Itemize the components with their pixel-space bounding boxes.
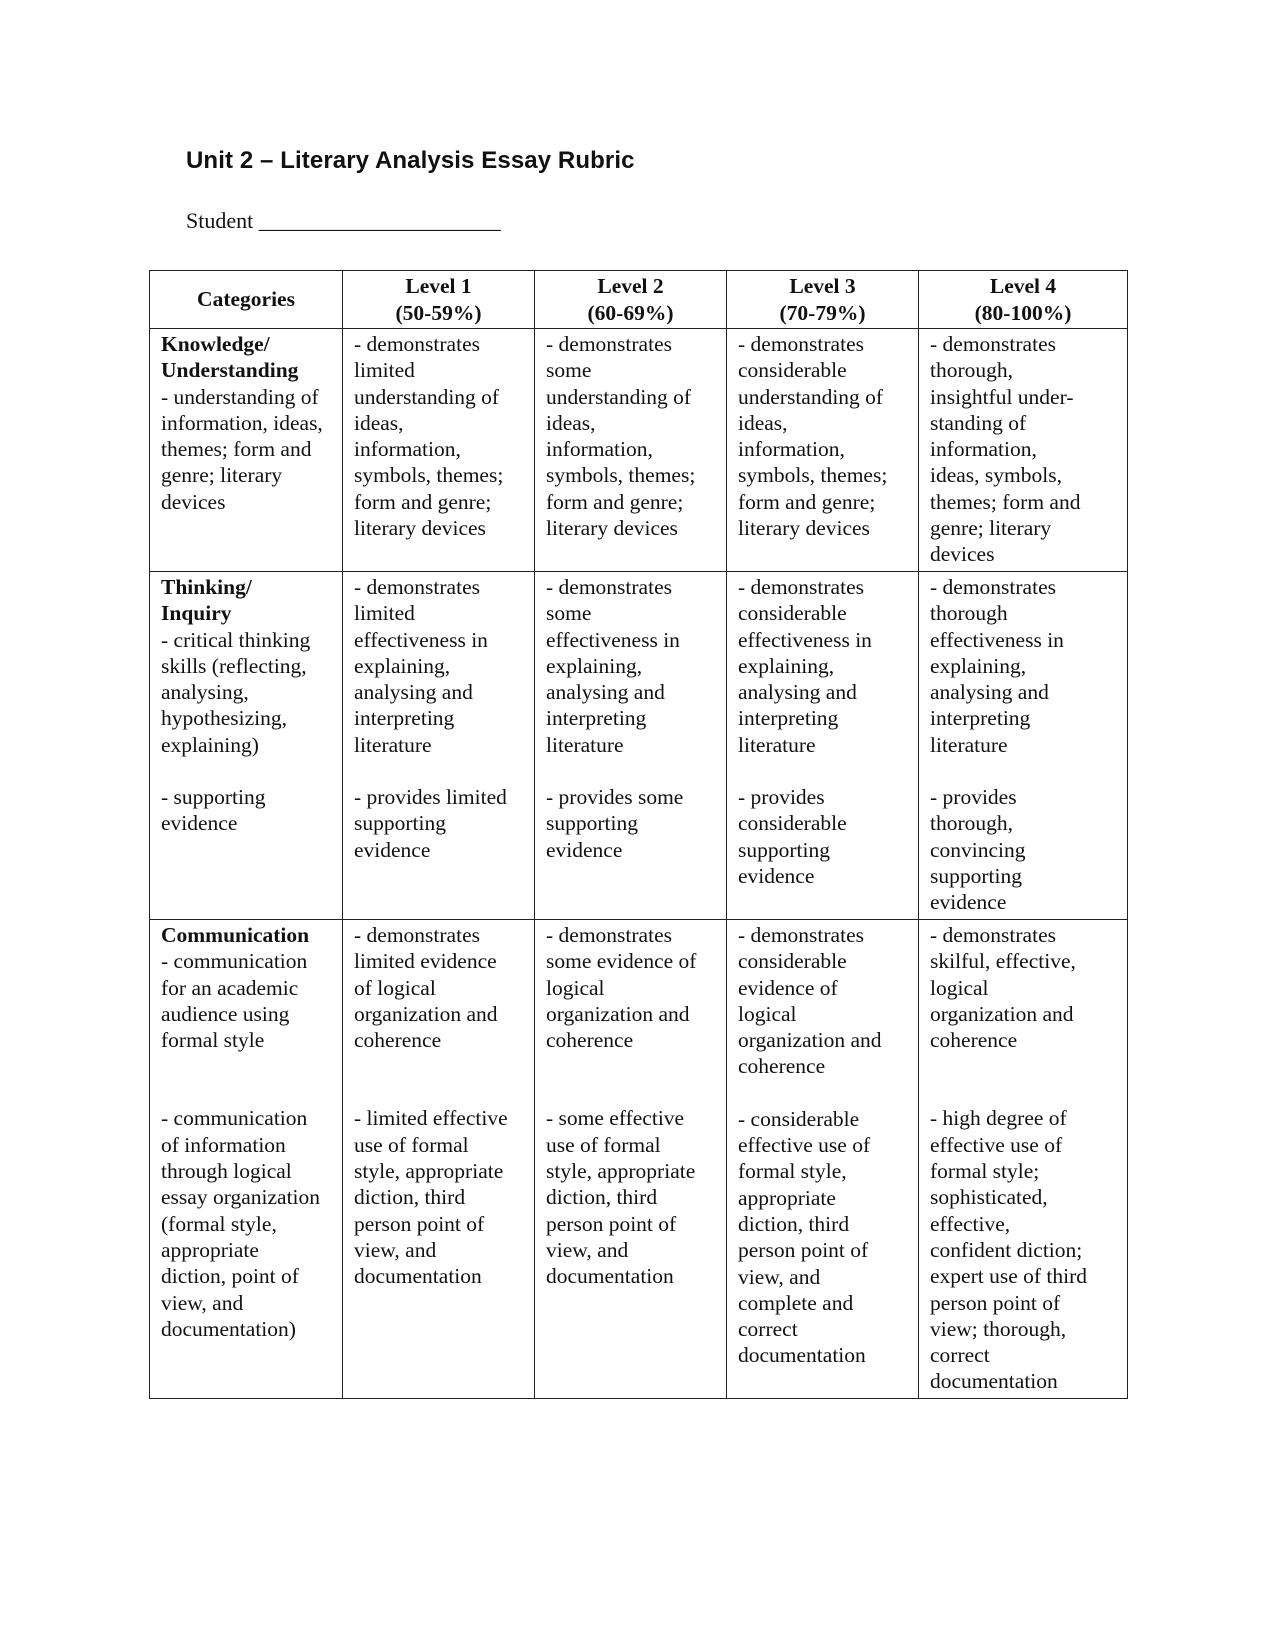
student-name-line: Student ______________________ [186,208,501,233]
category-cell [150,329,343,572]
level-4-cell [919,329,1128,572]
descriptor-text: - provides limited supporting evidence [354,785,507,862]
level-4-cell [919,572,1128,920]
row-knowledge-understanding [150,329,1128,572]
level-2-cell [535,572,727,920]
level-1-cell [343,572,535,920]
header-row [150,271,1128,329]
header-categories [150,271,343,329]
descriptor-text: - demonstrates thorough, insightful under- standing of information, ideas, symbols, themes; form and genre; literary devices [930,332,1081,567]
descriptor-text: - provides thorough, convincing supporting evidence [930,785,1026,915]
level-2-cell [535,329,727,572]
level-4-cell [919,920,1128,1399]
level-2-cell [535,920,727,1399]
level-1-cell [343,920,535,1399]
descriptor-text: - demonstrates some effectiveness in explaining, analysing and interpreting literature [546,575,680,757]
criteria-text: - critical thinking skills (reflecting, analysing, hypothesizing, explaining) [161,627,311,757]
descriptor-text: - demonstrates considerable effectiveness in explaining, analysing and interpreting literature [738,575,872,757]
category-cell [150,572,343,920]
criteria-text: - understanding of information, ideas, themes; form and genre; literary devices [161,384,323,514]
level-1-cell [343,329,535,572]
header-label: Level 3 [789,274,856,299]
header-label: Level 4 [989,274,1057,299]
header-label: Categories [197,287,295,312]
descriptor-text: - limited effective use of formal style, appropriate diction, third person point of view, and documentation [354,1106,508,1289]
descriptor-text: - demonstrates some evidence of logical organization and coherence [546,923,697,1053]
descriptor-text: - demonstrates considerable evidence of logical organization and coherence [738,923,882,1079]
category-name: Communication [161,923,310,947]
header-range: (70-79%) [779,300,866,325]
row-thinking-inquiry [150,572,1128,920]
header-range: (80-100%) [974,300,1072,325]
category-name: Knowledge/ Understanding [161,332,299,383]
descriptor-text: - high degree of effective use of formal style; sophisticated, effective, confident diction; expert use of third person point of view; thorough, correct documentation [930,1106,1088,1394]
descriptor-text: - demonstrates limited evidence of logical organization and coherence [354,923,498,1053]
criteria-text: - supporting evidence [161,785,266,836]
rubric-table [149,270,1128,1399]
descriptor-text: - demonstrates thorough effectiveness in explaining, analysing and interpreting literature [930,575,1064,757]
descriptor-text: - demonstrates limited understanding of ideas, information, symbols, themes; form and genre; literary devices [354,332,504,541]
header-level-2 [535,271,727,329]
header-level-4 [919,271,1128,329]
criteria-text: - communication of information through logical essay organization (formal style, appropriate diction, point of view, and documentation) [161,1106,321,1341]
header-range: (50-59%) [395,300,482,325]
descriptor-text: - demonstrates considerable understanding of ideas, information, symbols, themes; form and genre; literary devices [738,332,888,541]
header-label: Level 2 [597,274,664,299]
descriptor-text: - considerable effective use of formal style, appropriate diction, third person point of view, and complete and correct documentation [738,1106,871,1368]
level-3-cell [727,920,919,1399]
descriptor-text: - some effective use of formal style, appropriate diction, third person point of view, and documentation [546,1106,696,1289]
criteria-text: - communication for an academic audience using formal style [161,949,308,1053]
descriptor-text: - demonstrates skilful, effective, logical organization and coherence [930,923,1076,1053]
level-3-cell [727,329,919,572]
level-3-cell [727,572,919,920]
descriptor-text: - demonstrates some understanding of ideas, information, symbols, themes; form and genre; literary devices [546,332,696,541]
header-label: Level 1 [405,274,472,299]
header-level-1 [343,271,535,329]
document-title: Unit 2 – Literary Analysis Essay Rubric [186,147,635,174]
descriptor-text: - provides considerable supporting evidence [738,785,847,888]
category-name: Thinking/ Inquiry [161,575,252,626]
category-cell [150,920,343,1399]
row-communication [150,920,1128,1399]
header-range: (60-69%) [587,300,674,325]
header-level-3 [727,271,919,329]
descriptor-text: - provides some supporting evidence [546,785,684,862]
descriptor-text: - demonstrates limited effectiveness in explaining, analysing and interpreting literature [354,575,488,757]
